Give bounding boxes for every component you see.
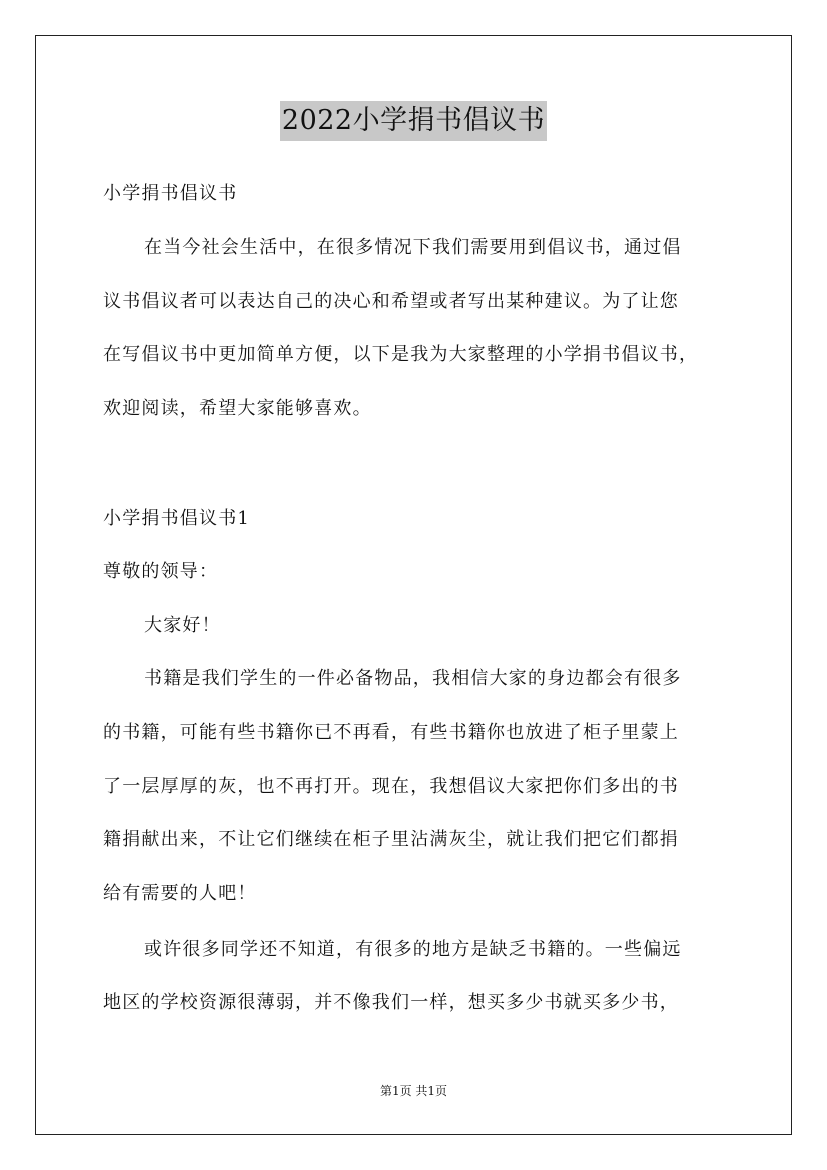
intro-line-3: 在写倡议书中更加简单方便，以下是我为大家整理的小学捐书倡议书， — [103, 344, 699, 365]
document-title: 2022小学捐书倡议书 — [280, 101, 547, 141]
title-container — [0, 101, 827, 141]
para1-line-5: 给有需要的人吧！ — [103, 883, 257, 904]
intro-line-4: 欢迎阅读，希望大家能够喜欢。 — [103, 398, 372, 419]
document-subtitle: 小学捐书倡议书 — [103, 183, 238, 204]
para2-line-1: 或许很多同学还不知道，有很多的地方是缺乏书籍的。一些偏远 — [144, 939, 682, 960]
para1-line-2: 的书籍，可能有些书籍你已不再看，有些书籍你也放进了柜子里蒙上 — [103, 722, 679, 743]
para2-line-2: 地区的学校资源很薄弱，并不像我们一样，想买多少书就买多少书， — [103, 992, 679, 1013]
para1-line-3: 了一层厚厚的灰，也不再打开。现在，我想倡议大家把你们多出的书 — [103, 776, 679, 797]
intro-line-1: 在当今社会生活中，在很多情况下我们需要用到倡议书，通过倡 — [144, 237, 682, 258]
intro-line-2: 议书倡议者可以表达自己的决心和希望或者写出某种建议。为了让您 — [103, 291, 679, 312]
para1-line-1: 书籍是我们学生的一件必备物品，我相信大家的身边都会有很多 — [144, 668, 682, 689]
section-heading: 小学捐书倡议书1 — [103, 508, 251, 529]
salutation: 尊敬的领导： — [103, 561, 219, 582]
page-footer: 第1页 共1页 — [379, 1084, 448, 1098]
para1-line-4: 籍捐献出来，不让它们继续在柜子里沾满灰尘，就让我们把它们都捐 — [103, 829, 679, 850]
greeting: 大家好！ — [144, 615, 221, 636]
